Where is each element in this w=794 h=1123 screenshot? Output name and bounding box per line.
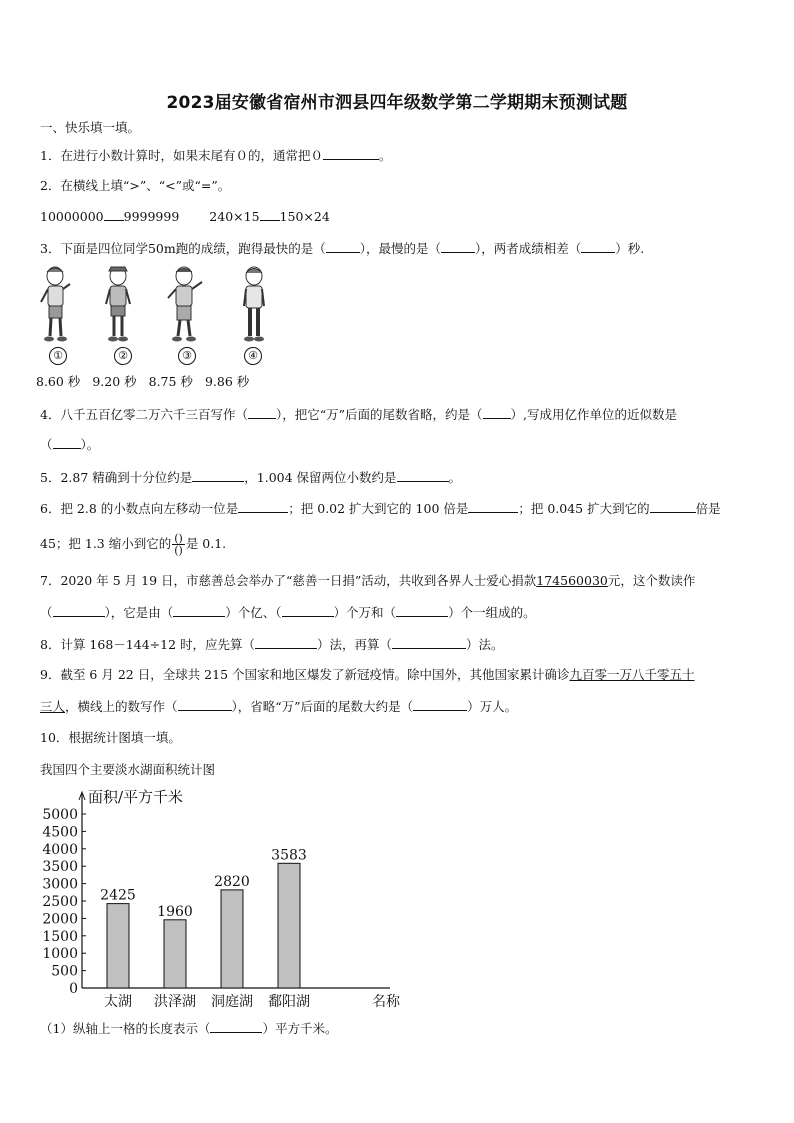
- runner-label: ②: [114, 347, 132, 365]
- y-tick-label: 2000: [42, 911, 78, 928]
- answer-blank[interactable]: [441, 240, 475, 253]
- data-label: 1960: [157, 903, 193, 920]
- answer-blank[interactable]: [192, 469, 244, 482]
- runner-label: ④: [244, 347, 262, 365]
- question-8: 8．计算 168－144÷12 时，应先算（ ）法，再算（ ）法。: [40, 637, 504, 652]
- answer-blank[interactable]: [173, 604, 225, 617]
- question-9-cont: 三人，横线上的数写作（ ），省略“万”后面的尾数大约是（ ）万人。: [40, 699, 518, 714]
- y-tick-label: 0: [69, 981, 78, 997]
- runner-2-illustration: [98, 264, 138, 344]
- runner-4-illustration: [234, 264, 274, 344]
- answer-blank[interactable]: [323, 147, 379, 160]
- answer-blank[interactable]: [282, 604, 334, 617]
- question-10: 10．根据统计图填一填。: [40, 730, 181, 745]
- chart-title: 我国四个主要淡水湖面积统计图: [40, 762, 216, 777]
- answer-blank[interactable]: [255, 636, 317, 649]
- question-2-expressions: 10000000 9999999 240×15 150×24: [40, 209, 330, 224]
- question-1: 1．在进行小数计算时，如果末尾有０的，通常把０ 。: [40, 148, 392, 163]
- bar-4: [278, 863, 300, 988]
- section-heading: 一、快乐填一填。: [40, 120, 141, 135]
- answer-blank[interactable]: [468, 500, 518, 513]
- y-tick-label: 3500: [42, 859, 78, 876]
- runner-3-illustration: [160, 264, 210, 344]
- answer-blank[interactable]: [413, 698, 467, 711]
- answer-blank[interactable]: [248, 406, 276, 419]
- answer-blank[interactable]: [392, 636, 466, 649]
- runner-times: 8.60 秒 9.20 秒 8.75 秒 9.86 秒: [36, 374, 250, 389]
- bar-1: [107, 904, 129, 988]
- answer-blank[interactable]: [326, 240, 360, 253]
- category-label: 太湖: [104, 994, 132, 1010]
- answer-blank[interactable]: [483, 406, 511, 419]
- y-tick-label: 1000: [42, 946, 78, 963]
- answer-blank[interactable]: [53, 436, 81, 449]
- runner-label: ③: [178, 347, 196, 365]
- fraction-blank[interactable]: $\frac{()}{()}$: [174, 532, 183, 557]
- category-label: 洪泽湖: [154, 994, 196, 1010]
- runner-1-illustration: [36, 264, 76, 344]
- compare-blank[interactable]: [104, 208, 124, 221]
- question-3: 3．下面是四位同学50m跑的成绩，跑得最快的是（ ），最慢的是（ ），两者成绩相差（ ）秒.: [40, 241, 645, 256]
- answer-blank[interactable]: [650, 500, 696, 513]
- question-4: 4．八千五百亿零二万六千三百写作（ ），把它“万”后面的尾数省略，约是（ ）,写成用亿作单位的近似数是: [40, 407, 677, 422]
- question-2: 2．在横线上填“>”、“<”或“=”。: [40, 178, 231, 193]
- y-axis-label: 面积/平方千米: [88, 788, 184, 806]
- y-tick-label: 2500: [42, 894, 78, 910]
- question-7: 7．2020 年 5 月 19 日，市慈善总会举办了“慈善一日捐”活动，共收到各界人士爱心捐款174560030元，这个数读作: [40, 573, 696, 588]
- question-6-cont: 45；把 1.3 缩小到它的 $\frac{()}{()}$ 是 0.1.: [40, 532, 227, 557]
- page-title: 2023届安徽省宿州市泗县四年级数学第二学期期末预测试题: [166, 93, 628, 113]
- runner-label: ①: [49, 347, 67, 365]
- answer-blank[interactable]: [581, 240, 615, 253]
- answer-blank[interactable]: [210, 1020, 262, 1033]
- y-tick-label: 4500: [42, 824, 78, 841]
- data-label: 2425: [100, 887, 136, 904]
- sub-question-1: （1）纵轴上一格的长度表示（ ）平方千米。: [40, 1021, 338, 1036]
- data-label: 3583: [271, 847, 307, 864]
- answer-blank[interactable]: [53, 604, 105, 617]
- answer-blank[interactable]: [238, 500, 288, 513]
- question-4-cont: （ ）。: [40, 437, 100, 452]
- y-tick-label: 1500: [42, 928, 78, 945]
- x-axis-label: 名称: [372, 994, 400, 1010]
- question-7-cont: （ ），它是由（ ）个亿、（ ）个万和（ ）个一组成的。: [40, 605, 536, 620]
- question-5: 5．2.87 精确到十分位约是 ，1.004 保留两位小数约是 。: [40, 470, 462, 485]
- answer-blank[interactable]: [396, 604, 448, 617]
- compare-blank[interactable]: [260, 208, 280, 221]
- answer-blank[interactable]: [178, 698, 232, 711]
- question-9: 9．截至 6 月 22 日，全球共 215 个国家和地区爆发了新冠疫情。除中国外，其他国家累计确诊九百零一万八千零五十: [40, 667, 695, 682]
- y-tick-label: 5000: [42, 807, 78, 823]
- data-label: 2820: [214, 873, 250, 890]
- y-tick-label: 4000: [42, 841, 78, 858]
- y-tick-label: 3000: [42, 876, 78, 893]
- bar-3: [221, 890, 243, 988]
- lake-area-bar-chart: [30, 780, 410, 1010]
- answer-blank[interactable]: [397, 469, 449, 482]
- category-label: 鄱阳湖: [268, 994, 310, 1010]
- category-label: 洞庭湖: [211, 994, 253, 1010]
- bar-2: [164, 920, 186, 988]
- question-6: 6．把 2.8 的小数点向左移动一位是 ；把 0.02 扩大到它的 100 倍是 ；把 0.045 扩大到它的 倍是: [40, 501, 721, 516]
- y-tick-label: 500: [51, 963, 78, 980]
